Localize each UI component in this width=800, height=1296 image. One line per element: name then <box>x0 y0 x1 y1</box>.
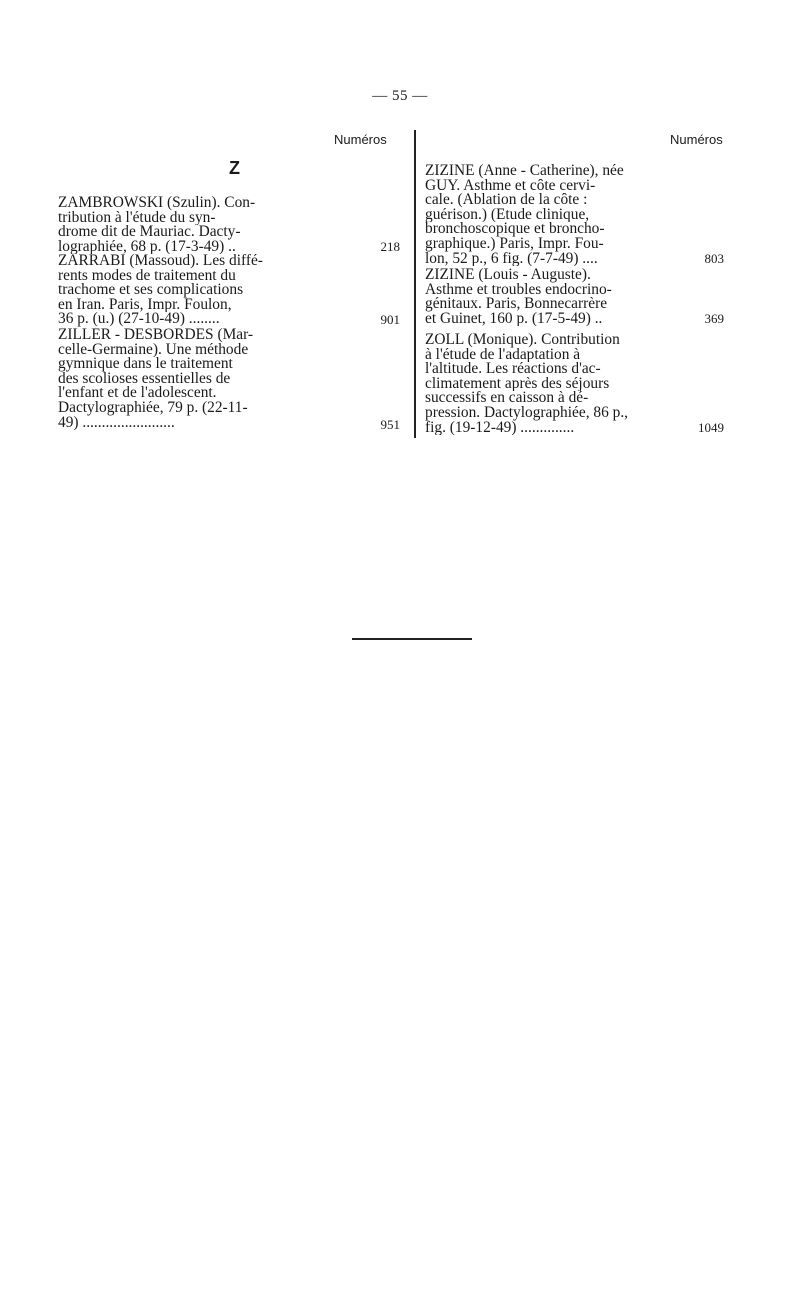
entry-line: à l'étude de l'adaptation à <box>425 347 581 363</box>
entry-line: gymnique dans le traitement <box>58 357 233 372</box>
end-rule <box>352 638 472 640</box>
entry-line: des scolioses essentielles de <box>58 371 231 387</box>
entry-line: Dactylographiée, 79 p. (22-11- <box>58 400 248 416</box>
entry-zizine-anne <box>425 164 683 266</box>
entry-number-ziller: 951 <box>380 417 400 432</box>
page-number: — 55 — <box>372 88 428 104</box>
entry-zoll <box>425 333 683 435</box>
column-header-left: Numéros <box>334 132 387 147</box>
entry-line: l'enfant et de l'adolescent. <box>58 386 217 401</box>
entry-line: l'altitude. Les réactions d'ac- <box>425 362 601 377</box>
entry-line: lographiée, 68 p. (17-3-49) .. <box>58 239 236 255</box>
column-header-right: Numéros <box>670 132 723 147</box>
entry-line: trachome et ses complications <box>58 283 244 298</box>
entry-line: et Guinet, 160 p. (17-5-49) .. <box>425 311 603 327</box>
entry-line: ZILLER - DESBORDES (Mar- <box>58 328 254 343</box>
entry-number-zizine-anne: 803 <box>704 251 724 266</box>
letter-heading: Z <box>229 158 240 178</box>
entry-line: graphique.) Paris, Impr. Fou- <box>425 236 604 252</box>
entry-line: ZOLL (Monique). Contribution <box>425 333 620 348</box>
entry-number-zoll: 1049 <box>698 420 724 435</box>
entry-number-zambrowski: 218 <box>380 239 400 254</box>
entry-line: climatement après des séjours <box>425 376 610 392</box>
entry-zarrabi <box>58 254 370 327</box>
entry-number-zarrabi: 901 <box>380 312 400 327</box>
entry-line: guérison.) (Etude clinique, <box>425 207 590 223</box>
entry-zambrowski <box>58 196 370 254</box>
entry-line: Asthme et troubles endocrino- <box>425 282 612 298</box>
entry-line: ZAMBROWSKI (Szulin). Con- <box>58 196 256 211</box>
entry-line: 49) ........................ <box>58 415 175 431</box>
entry-line: successifs en caisson à dé- <box>425 391 589 406</box>
entry-line: GUY. Asthme et côte cervi- <box>425 178 596 194</box>
entry-line: 36 p. (u.) (27-10-49) ........ <box>58 312 220 327</box>
entry-zizine-louis <box>425 268 683 326</box>
entry-ziller-desbordes <box>58 328 370 430</box>
entry-line: ZARRABI (Massoud). Les diffé- <box>58 254 263 269</box>
entry-line: tribution à l'étude du syn- <box>58 210 216 226</box>
entry-line: pression. Dactylographiée, 86 p., <box>425 405 629 421</box>
entry-number-zizine-louis: 369 <box>704 311 724 326</box>
entry-line: bronchoscopique et broncho- <box>425 222 605 237</box>
entry-line: cale. (Ablation de la côte : <box>425 193 588 208</box>
entry-line: rents modes de traitement du <box>58 268 236 284</box>
entry-line: lon, 52 p., 6 fig. (7-7-49) .... <box>425 251 598 267</box>
entry-line: en Iran. Paris, Impr. Foulon, <box>58 297 232 313</box>
entry-line: fig. (19-12-49) .............. <box>425 420 575 436</box>
column-divider <box>414 130 416 438</box>
entry-line: celle-Germaine). Une méthode <box>58 342 249 358</box>
entry-line: drome dit de Mauriac. Dacty- <box>58 225 241 240</box>
entry-line: ZIZINE (Louis - Auguste). <box>425 268 591 283</box>
entry-line: ZIZINE (Anne - Catherine), née <box>425 164 624 179</box>
entry-line: génitaux. Paris, Bonnecarrère <box>425 297 608 312</box>
